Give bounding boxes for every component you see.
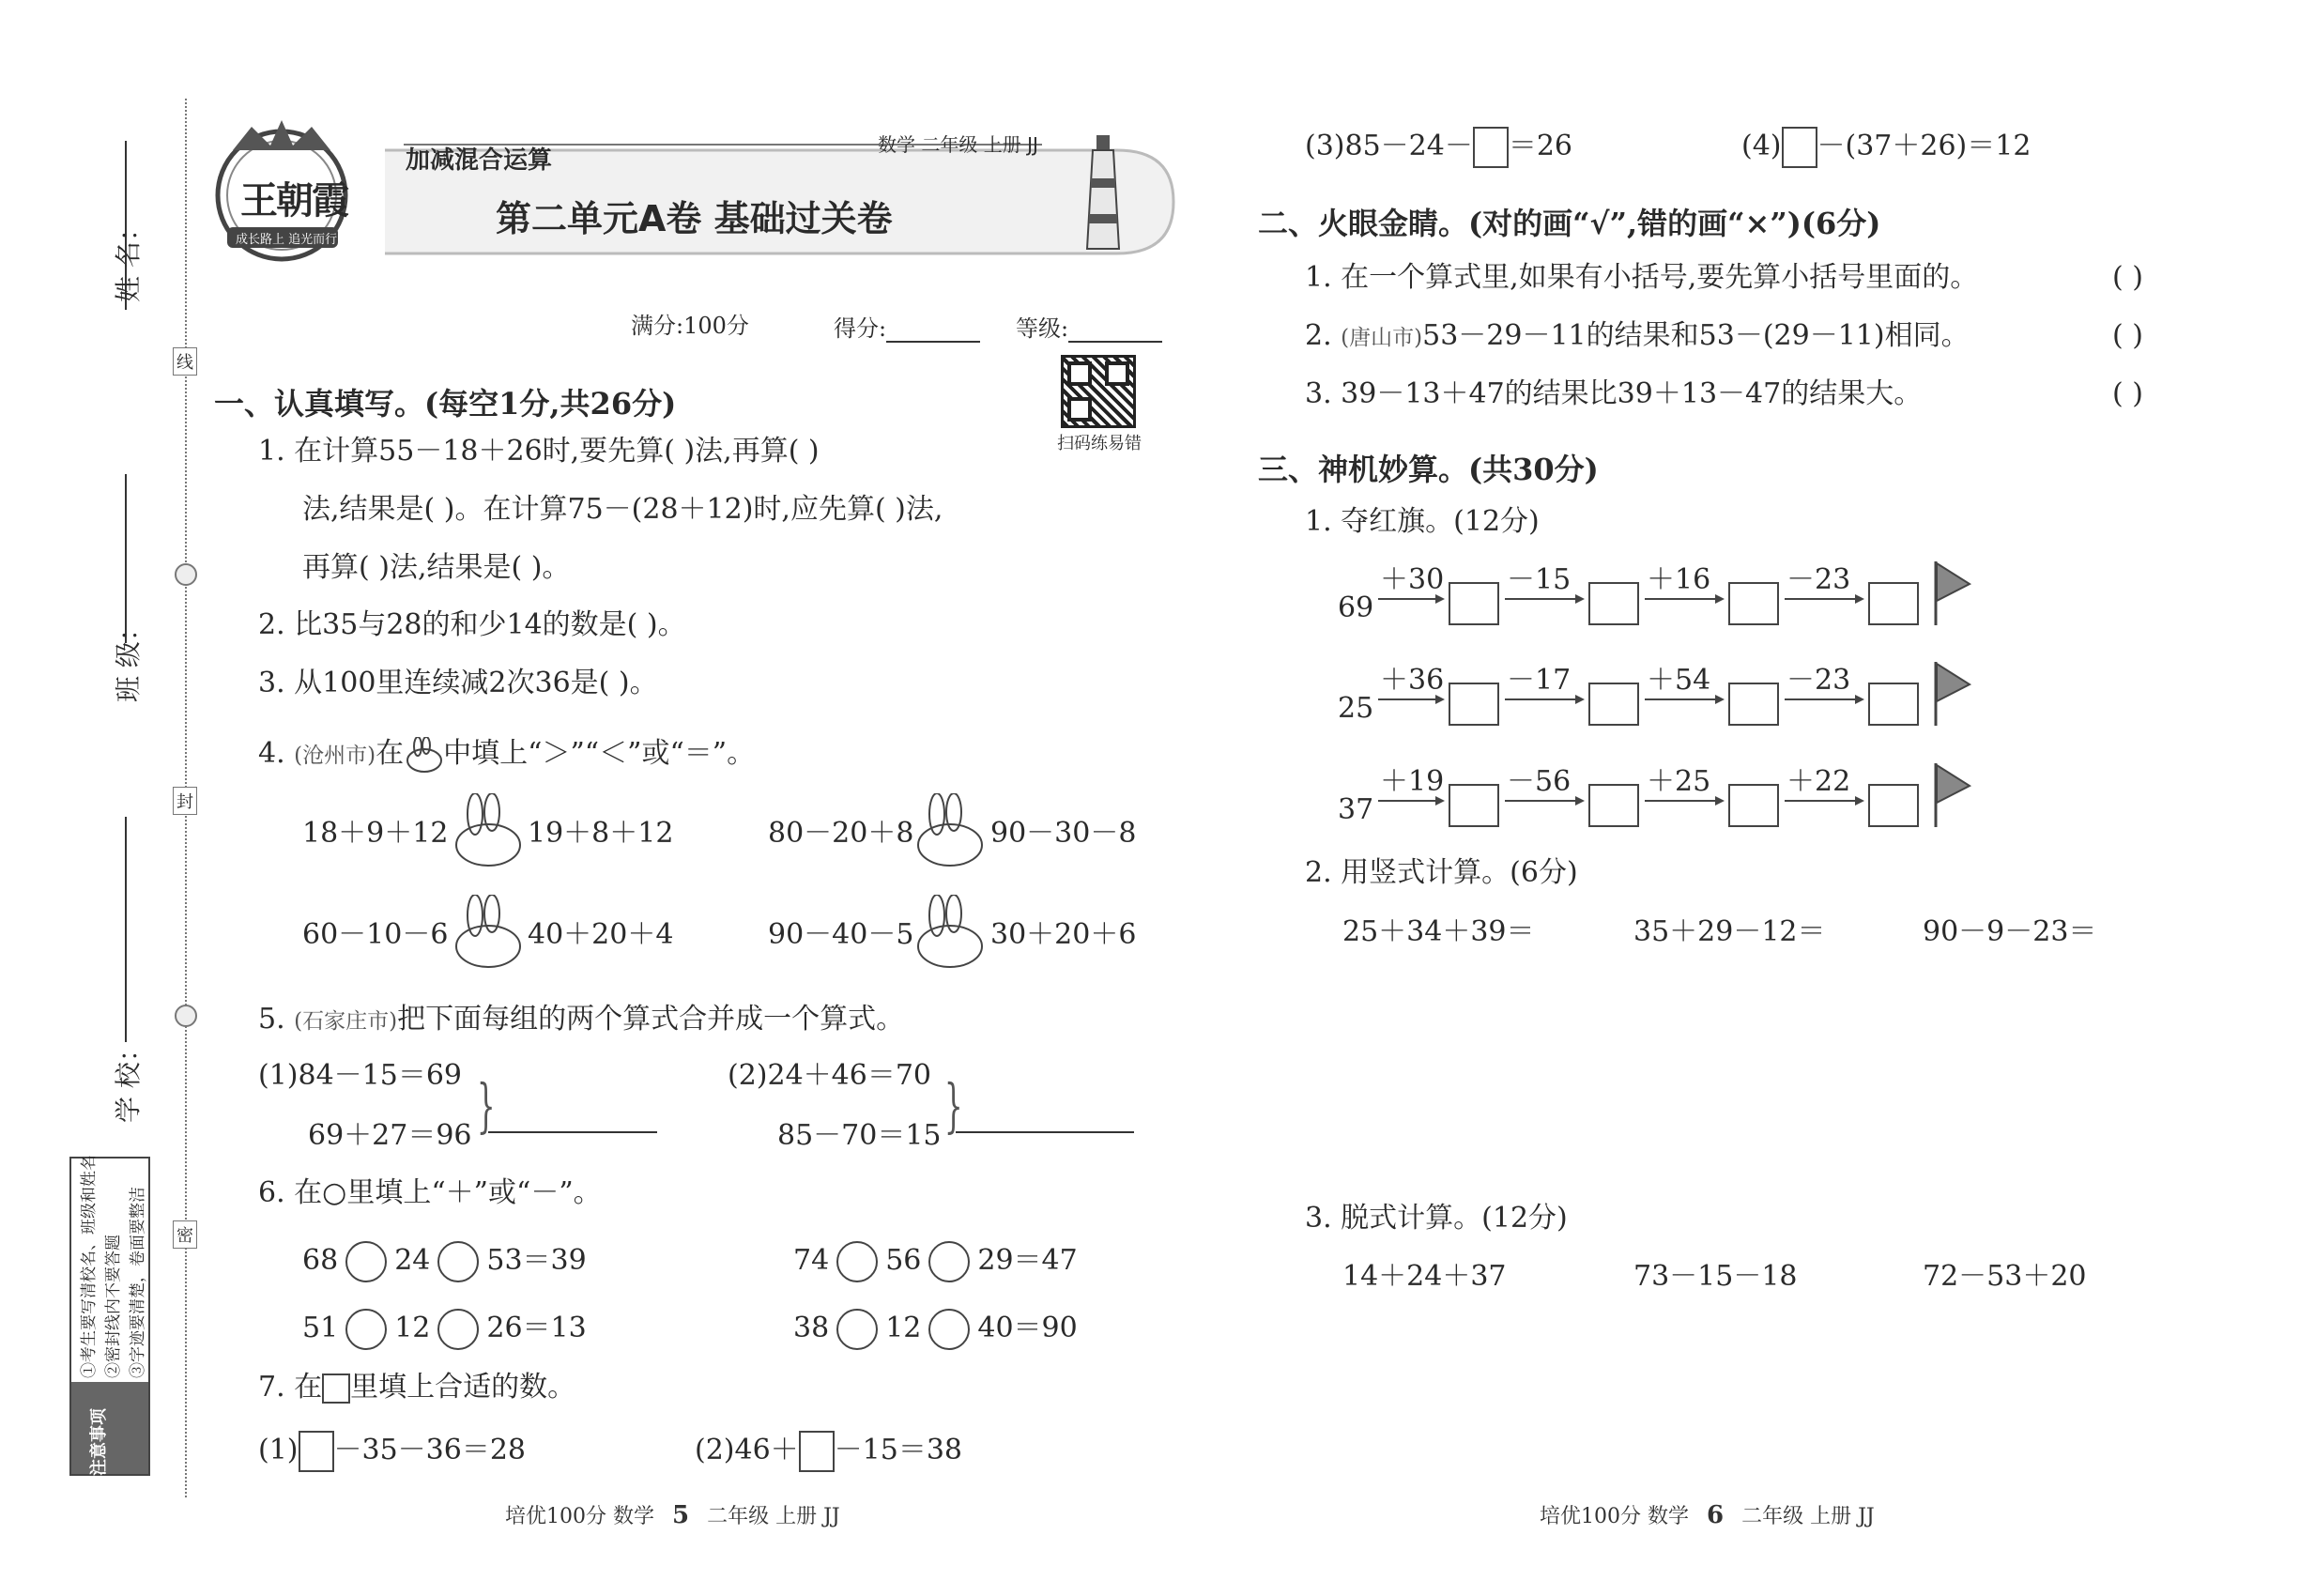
section2-title: 二、火眼金睛。(对的画“√”,错的画“×”)(6分) bbox=[1258, 206, 1881, 241]
arrow-icon bbox=[1645, 698, 1723, 700]
school-label: 学 校： bbox=[113, 1036, 144, 1123]
q4-right: 40＋20＋4 bbox=[528, 918, 674, 951]
q7-text: 里填上合适的数。 bbox=[350, 1371, 576, 1404]
q5-stem bbox=[258, 1003, 904, 1038]
q5-brace: } bbox=[943, 1071, 963, 1140]
q4-stem bbox=[258, 737, 755, 773]
q7-post: －(37＋26)＝12 bbox=[1817, 130, 2032, 162]
q6-num: 12 bbox=[885, 1312, 922, 1344]
grade-blank[interactable] bbox=[1068, 341, 1162, 343]
q6-num: 51 bbox=[302, 1312, 339, 1344]
footer-text: 培优100分 数学 bbox=[505, 1505, 654, 1528]
chain-operation: ＋22 bbox=[1786, 765, 1851, 798]
chain-operation: －15 bbox=[1507, 563, 1572, 596]
step-calc-item: 14＋24＋37 bbox=[1342, 1260, 1507, 1293]
tf-text: 53－29－11的结果和53－(29－11)相同。 bbox=[1422, 319, 1970, 352]
operator-blank[interactable] bbox=[345, 1241, 387, 1282]
q4-prefix: 4. bbox=[258, 737, 295, 770]
section1-title: 一、认真填写。(每空1分,共26分) bbox=[214, 386, 677, 422]
q4-left: 80－20＋8 bbox=[768, 817, 914, 850]
q4-left: 90－40－5 bbox=[768, 918, 914, 951]
subject-meta: 数学 二年级 上册 JJ bbox=[878, 133, 1038, 156]
tf-answer-blank[interactable]: ( ) bbox=[2112, 319, 2143, 352]
chain-answer-box[interactable] bbox=[1728, 784, 1779, 827]
footer-right bbox=[1540, 1500, 1875, 1529]
red-flag-icon bbox=[1932, 761, 1975, 829]
chain-operation: －17 bbox=[1507, 664, 1572, 697]
full-score: 满分:100分 bbox=[631, 313, 749, 339]
operator-blank[interactable] bbox=[437, 1241, 479, 1282]
logo-text: 王朝霞 bbox=[240, 178, 347, 223]
chain-operation: ＋25 bbox=[1647, 765, 1711, 798]
q3-3-title: 3. 脱式计算。(12分) bbox=[1305, 1202, 1568, 1235]
notes-title: 注意事项 bbox=[89, 1408, 109, 1476]
q6-item bbox=[302, 1309, 587, 1350]
seal-char-mi: 密 bbox=[173, 1220, 197, 1249]
chain-answer-box[interactable] bbox=[1868, 784, 1919, 827]
operator-blank[interactable] bbox=[928, 1241, 970, 1282]
q4-city: (沧州市) bbox=[294, 744, 376, 768]
q6-item bbox=[793, 1241, 1078, 1282]
vertical-calc-item: 25＋34＋39＝ bbox=[1342, 915, 1535, 948]
topic-label: 加减混合运算 bbox=[406, 146, 553, 175]
q6-num: 38 bbox=[793, 1312, 830, 1344]
logo-slogan: 成长路上 追光而行 bbox=[236, 233, 338, 247]
q7-pre: (2)46＋ bbox=[695, 1434, 799, 1466]
q1-line3: 再算( )法,结果是( )。 bbox=[302, 551, 571, 584]
chain-answer-box[interactable] bbox=[1868, 683, 1919, 726]
q6-num: 74 bbox=[793, 1244, 830, 1277]
chain-operation: ＋19 bbox=[1380, 765, 1445, 798]
q1-line2: 法,结果是( )。在计算75－(28＋12)时,应先算( )法, bbox=[302, 493, 943, 526]
chain-answer-box[interactable] bbox=[1588, 683, 1639, 726]
q5-group1-b: 69＋27＝96 bbox=[308, 1119, 472, 1152]
q5-city: (石家庄市) bbox=[294, 1009, 398, 1034]
q6-item bbox=[302, 1241, 587, 1282]
tf-text: 3. 39－13＋47的结果比39＋13－47的结果大。 bbox=[1305, 377, 1923, 410]
chain-answer-box[interactable] bbox=[1449, 582, 1499, 625]
name-label: 姓 名： bbox=[113, 215, 144, 302]
q5-prefix: 5. bbox=[258, 1003, 295, 1036]
bunny-icon bbox=[404, 737, 443, 773]
q7-item bbox=[695, 1431, 962, 1472]
chain-start-number: 69 bbox=[1338, 591, 1374, 624]
chain-answer-box[interactable] bbox=[1588, 784, 1639, 827]
q7-post: －35－36＝28 bbox=[333, 1434, 527, 1466]
number-blank[interactable] bbox=[799, 1431, 835, 1472]
q5-group1-answer-line[interactable] bbox=[488, 1131, 657, 1133]
arrow-icon bbox=[1645, 800, 1723, 802]
qr-code-icon[interactable] bbox=[1061, 355, 1136, 428]
arrow-icon bbox=[1645, 598, 1723, 600]
binding-hole-icon bbox=[175, 1005, 197, 1027]
q7-pre: (3)85－24－ bbox=[1305, 130, 1473, 162]
q3-1-title: 1. 夺红旗。(12分) bbox=[1305, 505, 1540, 538]
seal-char-line: 线 bbox=[173, 347, 197, 376]
vertical-calc-item: 35＋29－12＝ bbox=[1633, 915, 1826, 948]
q6-num: 26＝13 bbox=[486, 1312, 587, 1344]
footer-left bbox=[505, 1500, 840, 1529]
chain-answer-box[interactable] bbox=[1728, 582, 1779, 625]
bunny-compare-blank[interactable] bbox=[911, 793, 986, 868]
chain-operation: －56 bbox=[1507, 765, 1572, 798]
q7-stem bbox=[258, 1371, 575, 1404]
arrow-icon bbox=[1785, 800, 1863, 802]
q7-text: 7. 在 bbox=[258, 1371, 323, 1404]
notes-item: ②密封线内不要答题 bbox=[104, 1235, 123, 1378]
bunny-compare-blank[interactable] bbox=[449, 895, 524, 970]
q6-num: 29＝47 bbox=[977, 1244, 1078, 1277]
binding-hole-icon bbox=[175, 563, 197, 586]
q5-brace: } bbox=[476, 1071, 496, 1140]
chain-operation: ＋30 bbox=[1380, 563, 1445, 596]
school-blank bbox=[125, 817, 127, 1042]
page-number: 6 bbox=[1707, 1501, 1725, 1529]
tf-text: 1. 在一个算式里,如果有小括号,要先算小括号里面的。 bbox=[1305, 261, 1979, 294]
q4-left: 18＋9＋12 bbox=[302, 817, 449, 850]
logo-badge bbox=[205, 113, 360, 268]
chain-operation: －23 bbox=[1786, 664, 1851, 697]
arrow-icon bbox=[1505, 800, 1583, 802]
number-blank[interactable] bbox=[299, 1431, 334, 1472]
notes-item: ③字迹要清楚，卷面要整洁 bbox=[129, 1187, 147, 1378]
q7-item bbox=[1741, 127, 2031, 168]
section3-title: 三、神机妙算。(共30分) bbox=[1258, 452, 1599, 487]
q1-line1: 1. 在计算55－18＋26时,要先算( )法,再算( ) bbox=[258, 435, 820, 468]
q5-group2-a: (2)24＋46＝70 bbox=[728, 1059, 932, 1092]
tf-item-1 bbox=[1305, 261, 1978, 295]
score-blank[interactable] bbox=[886, 341, 980, 343]
arrow-icon bbox=[1378, 698, 1443, 700]
q4-text2: 中填上“＞”“＜”或“＝”。 bbox=[443, 737, 756, 770]
q4-right: 19＋8＋12 bbox=[528, 817, 674, 850]
step-calc-item: 72－53＋20 bbox=[1923, 1260, 2087, 1293]
red-flag-icon bbox=[1932, 560, 1975, 627]
q6-num: 12 bbox=[394, 1312, 431, 1344]
q7-item bbox=[1305, 127, 1572, 168]
q2: 2. 比35与28的和少14的数是( )。 bbox=[258, 608, 686, 641]
chain-operation: ＋16 bbox=[1647, 563, 1711, 596]
grade-field[interactable] bbox=[1016, 310, 1162, 343]
tf-answer-blank[interactable]: ( ) bbox=[2112, 261, 2143, 294]
footer-text: 培优100分 数学 bbox=[1540, 1505, 1689, 1528]
footer-text: 二年级 上册 JJ bbox=[1741, 1505, 1875, 1528]
chain-start-number: 25 bbox=[1338, 692, 1374, 725]
seal-char-feng: 封 bbox=[173, 787, 197, 815]
arrow-icon bbox=[1505, 698, 1583, 700]
q5-group2-answer-line[interactable] bbox=[956, 1131, 1134, 1133]
q7-post: －15＝38 bbox=[834, 1434, 963, 1466]
operator-blank[interactable] bbox=[836, 1309, 878, 1350]
q6-item bbox=[793, 1309, 1078, 1350]
grade-label: 等级: bbox=[1016, 315, 1069, 342]
page-title: 第二单元A卷 基础过关卷 bbox=[496, 198, 893, 239]
notes-box bbox=[69, 1157, 150, 1476]
chain-operation: ＋54 bbox=[1647, 664, 1711, 697]
number-blank[interactable] bbox=[1782, 127, 1817, 168]
chain-answer-box[interactable] bbox=[1868, 582, 1919, 625]
number-blank[interactable] bbox=[1473, 127, 1509, 168]
q4-right: 90－30－8 bbox=[990, 817, 1137, 850]
q6-num: 56 bbox=[885, 1244, 922, 1277]
tf-item-3 bbox=[1305, 377, 1922, 411]
chain-answer-box[interactable] bbox=[1728, 683, 1779, 726]
chain-answer-box[interactable] bbox=[1449, 683, 1499, 726]
bunny-compare-blank[interactable] bbox=[449, 793, 524, 868]
q4-left: 60－10－6 bbox=[302, 918, 449, 951]
operator-blank[interactable] bbox=[928, 1309, 970, 1350]
notes-item: ①考生要写清校名、班级和姓名 bbox=[80, 1155, 99, 1378]
operator-blank[interactable] bbox=[437, 1309, 479, 1350]
lighthouse-icon bbox=[1080, 131, 1127, 253]
q6-num: 40＝90 bbox=[977, 1312, 1078, 1344]
operator-blank[interactable] bbox=[345, 1309, 387, 1350]
chain-operation: ＋36 bbox=[1380, 664, 1445, 697]
score-label: 得分: bbox=[834, 315, 887, 342]
vertical-calc-item: 90－9－23＝ bbox=[1923, 915, 2097, 948]
arrow-icon bbox=[1378, 598, 1443, 600]
bunny-compare-blank[interactable] bbox=[911, 895, 986, 970]
tf-prefix: 2. bbox=[1305, 319, 1342, 352]
tf-item-2 bbox=[1305, 319, 1970, 355]
q6-num: 24 bbox=[394, 1244, 431, 1277]
q7-item bbox=[258, 1431, 526, 1472]
q5-group2-b: 85－70＝15 bbox=[777, 1119, 942, 1152]
chain-answer-box[interactable] bbox=[1588, 582, 1639, 625]
arrow-icon bbox=[1378, 800, 1443, 802]
chain-operation: －23 bbox=[1786, 563, 1851, 596]
step-calc-item: 73－15－18 bbox=[1633, 1260, 1798, 1293]
square-icon bbox=[322, 1373, 350, 1404]
red-flag-icon bbox=[1932, 660, 1975, 728]
q3: 3. 从100里连续减2次36是( )。 bbox=[258, 667, 658, 699]
q5-text: 把下面每组的两个算式合并成一个算式。 bbox=[397, 1003, 905, 1036]
page-number: 5 bbox=[672, 1501, 690, 1529]
tf-city: (唐山市) bbox=[1341, 326, 1423, 350]
qr-caption: 扫码练易错 bbox=[1057, 434, 1142, 453]
arrow-icon bbox=[1785, 698, 1863, 700]
chain-start-number: 37 bbox=[1338, 793, 1374, 826]
q4-right: 30＋20＋6 bbox=[990, 918, 1137, 951]
q5-group1-a: (1)84－15＝69 bbox=[258, 1059, 463, 1092]
class-label: 班 级： bbox=[113, 615, 144, 702]
q6-stem: 6. 在○里填上“＋”或“－”。 bbox=[258, 1176, 602, 1209]
operator-blank[interactable] bbox=[836, 1241, 878, 1282]
q6-num: 53＝39 bbox=[486, 1244, 587, 1277]
arrow-icon bbox=[1785, 598, 1863, 600]
tf-answer-blank[interactable]: ( ) bbox=[2112, 377, 2143, 410]
q3-2-title: 2. 用竖式计算。(6分) bbox=[1305, 856, 1578, 889]
q7-post: ＝26 bbox=[1508, 130, 1573, 162]
chain-answer-box[interactable] bbox=[1449, 784, 1499, 827]
arrow-icon bbox=[1505, 598, 1583, 600]
q7-pre: (4) bbox=[1741, 130, 1782, 162]
q7-pre: (1) bbox=[258, 1434, 299, 1466]
q6-num: 68 bbox=[302, 1244, 339, 1277]
score-field[interactable] bbox=[834, 310, 980, 343]
footer-text: 二年级 上册 JJ bbox=[707, 1505, 840, 1528]
q4-text1: 在 bbox=[376, 737, 405, 770]
